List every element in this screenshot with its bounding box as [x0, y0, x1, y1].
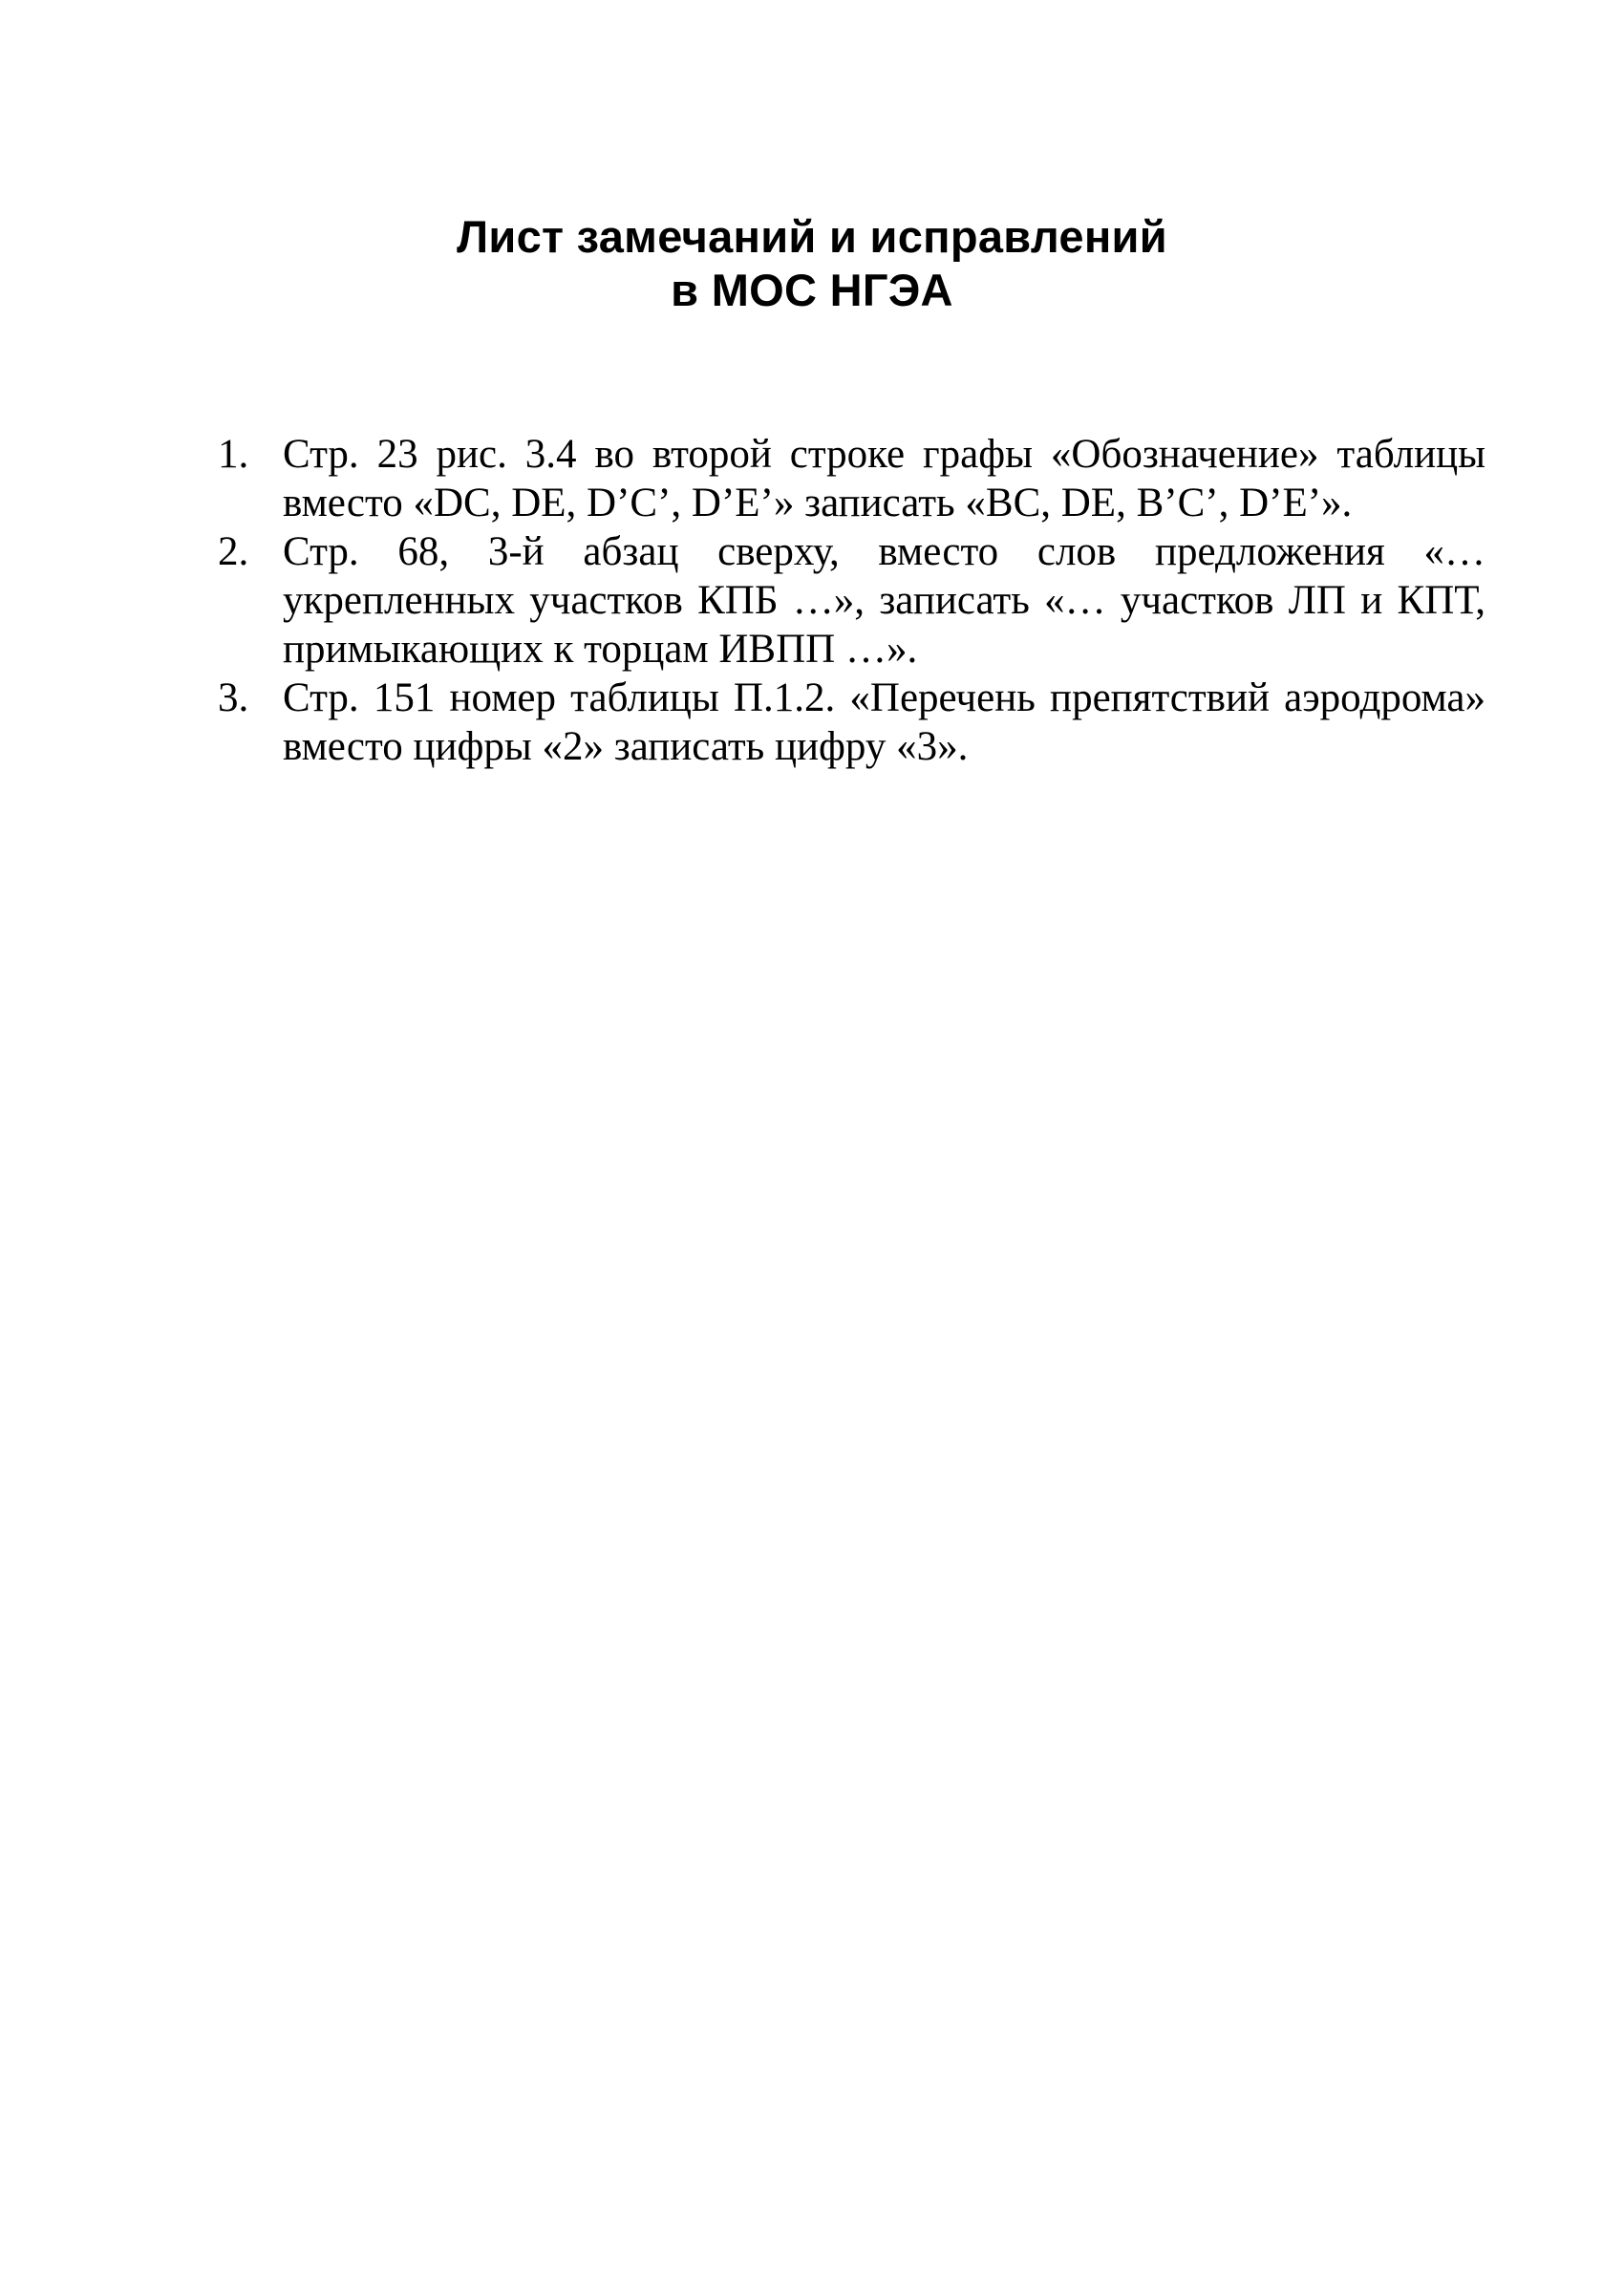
list-item-number: 2. [218, 529, 249, 574]
corrections-list [218, 430, 1485, 771]
title-line-2: в МОС НГЭА [671, 265, 953, 315]
page-title [0, 210, 1624, 317]
list-item-text: Стр. 151 номер таблицы П.1.2. «Перечень препятствий аэродрома» вместо цифры «2» записать цифру «3». [283, 675, 1485, 769]
list-item-text: Стр. 68, 3-й абзац сверху, вместо слов предложения «…укрепленных участков КПБ …», записать «… участков ЛП и КПТ, примыкающих к торцам ИВПП …». [283, 529, 1485, 672]
list-item [218, 527, 1485, 674]
list-item-number: 3. [218, 675, 249, 720]
list-item-text: Стр. 23 рис. 3.4 во второй строке графы «Обозначение» таблицы вместо «DC, DE, D’C’, D’E’» записать «BC, DE, B’C’, D’E’». [283, 432, 1485, 525]
list-item-number: 1. [218, 432, 249, 477]
list-item [218, 674, 1485, 771]
title-line-1: Лист замечаний и исправлений [457, 211, 1167, 262]
list-item [218, 430, 1485, 527]
